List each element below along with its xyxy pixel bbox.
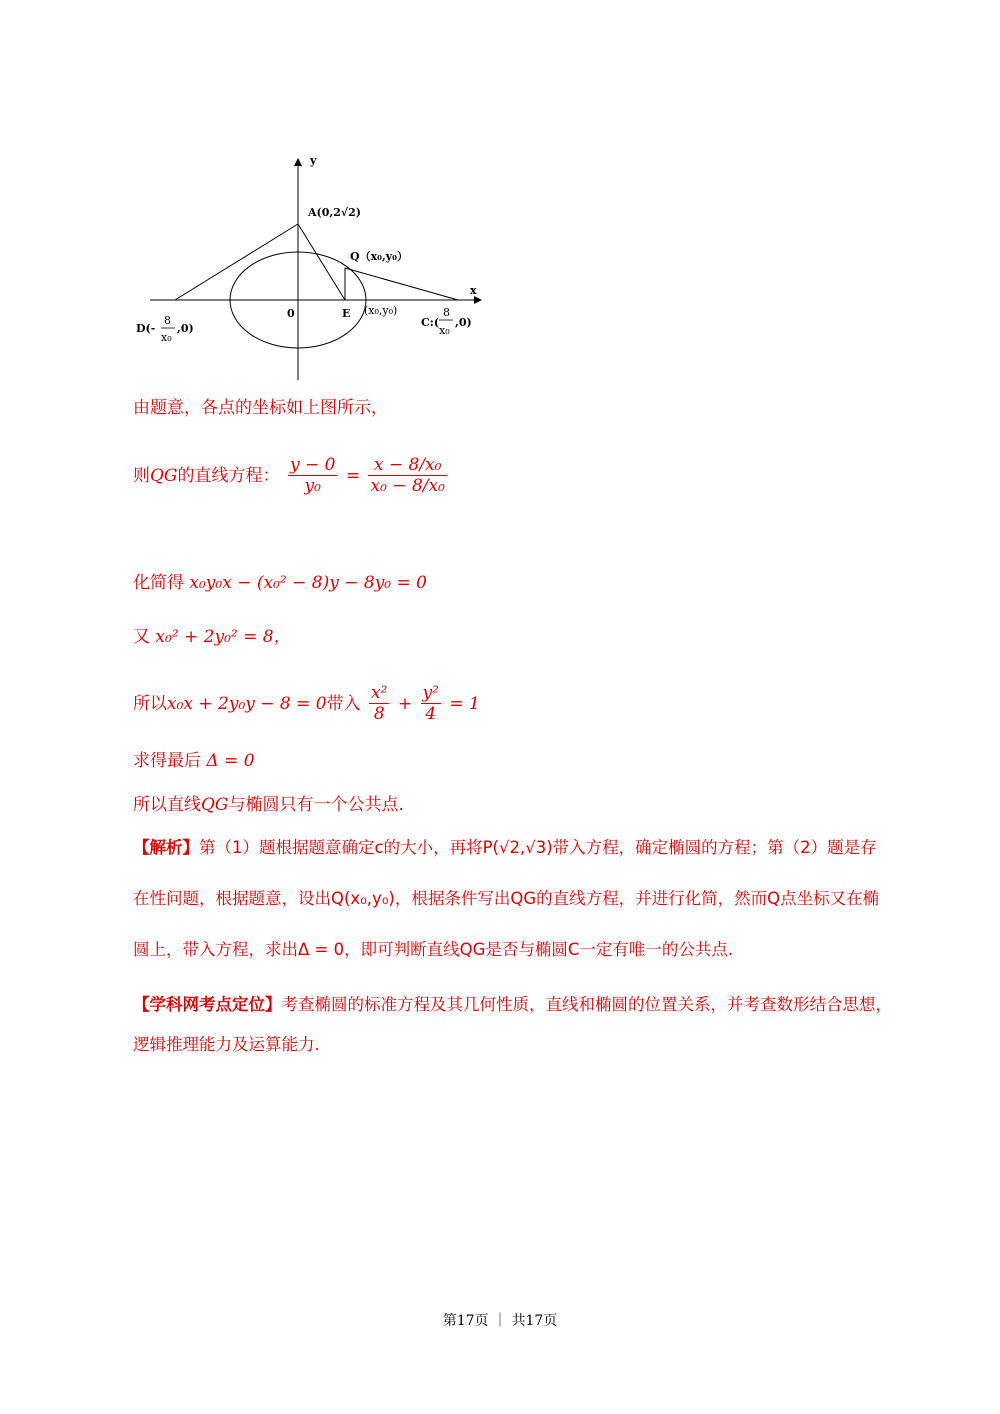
point-C-den: x₀	[439, 324, 450, 337]
qg-right-fraction: $\frac{\text{x − 8/x₀}}{\text{x₀ − 8/x₀}}$	[370, 455, 445, 497]
page-number: 第17页 ｜ 共17页	[442, 1313, 558, 1329]
point-C-suffix: ,0)	[455, 316, 472, 329]
solution-line-2: 则QG的直线方程： $\frac{y - 0}{\text{y₀}}$ = $\frac{\text{x − 8/x₀}}{\text{x₀ − 8/x₀}}$	[133, 455, 445, 497]
analysis-paragraph	[133, 822, 893, 975]
solution-line-6: 求得最后 Δ = 0	[133, 751, 255, 771]
page-footer	[0, 1310, 1000, 1330]
solution-line-5: 所以x₀x + 2y₀y − 8 = 0带入 $\frac{\text{x²}}{8}$ + $\frac{\text{y²}}{4}$ = 1	[133, 683, 480, 725]
qg-left-fraction: $\frac{y - 0}{\text{y₀}}$	[289, 455, 336, 497]
coordinate-figure	[130, 150, 510, 385]
point-C-prefix: C:(	[421, 316, 440, 329]
point-D-prefix: D(-	[136, 322, 156, 335]
point-E-label: E	[342, 307, 351, 320]
solution-line-3: 化简得 x₀y₀x − (x₀² − 8)y − 8y₀ = 0	[133, 573, 427, 593]
line-AE	[298, 224, 345, 300]
point-Q-label: Q（x₀,y₀）	[350, 250, 408, 263]
solution-line-1: 由题意，各点的坐标如上图所示，	[133, 398, 388, 418]
ellipse-frac-x: $\frac{\text{x²}}{8}$	[371, 683, 388, 725]
line-DA	[175, 224, 298, 300]
point-C-num: 8	[443, 306, 450, 319]
point-D-den: x₀	[161, 331, 172, 344]
solution-line-4: 又 x₀² + 2y₀² = 8，	[133, 627, 291, 647]
axis-x-label: x	[470, 284, 477, 297]
point-D-num: 8	[164, 314, 171, 327]
solution-line-7: 所以直线QG与椭圆只有一个公共点.	[133, 795, 404, 815]
analysis-text: 第（1）题根据题意确定c的大小，再将P(√2,√3)带入方程，确定椭圆的方程；第（2）题是存在性问题，根据题意，设出Q(x₀,y₀)，根据条件写出QG的直线方程，并进行化简，然而Q点坐标又在椭圆上，带入方程，求出Δ = 0，即可判断直线QG是否与椭圆C一定有唯一的公共点.	[133, 838, 880, 959]
analysis-tag: 【解析】	[133, 838, 199, 857]
ellipse-frac-y: $\frac{\text{y²}}{4}$	[422, 683, 439, 725]
ellipse-diagram	[130, 150, 510, 385]
axis-y-label: y	[310, 154, 317, 167]
keypoint-paragraph	[133, 985, 893, 1065]
keypoint-text: 考查椭圆的标准方程及其几何性质，直线和椭圆的位置关系，并考查数形结合思想，逻辑推理能力及运算能力.	[133, 995, 892, 1054]
point-E-coord: (x₀,y₀)	[364, 304, 398, 317]
keypoint-tag: 【学科网考点定位】	[133, 995, 282, 1014]
point-A-label: A(0,2√2)	[308, 206, 361, 219]
origin-label: 0	[287, 307, 295, 320]
point-D-suffix: ,0)	[177, 322, 194, 335]
